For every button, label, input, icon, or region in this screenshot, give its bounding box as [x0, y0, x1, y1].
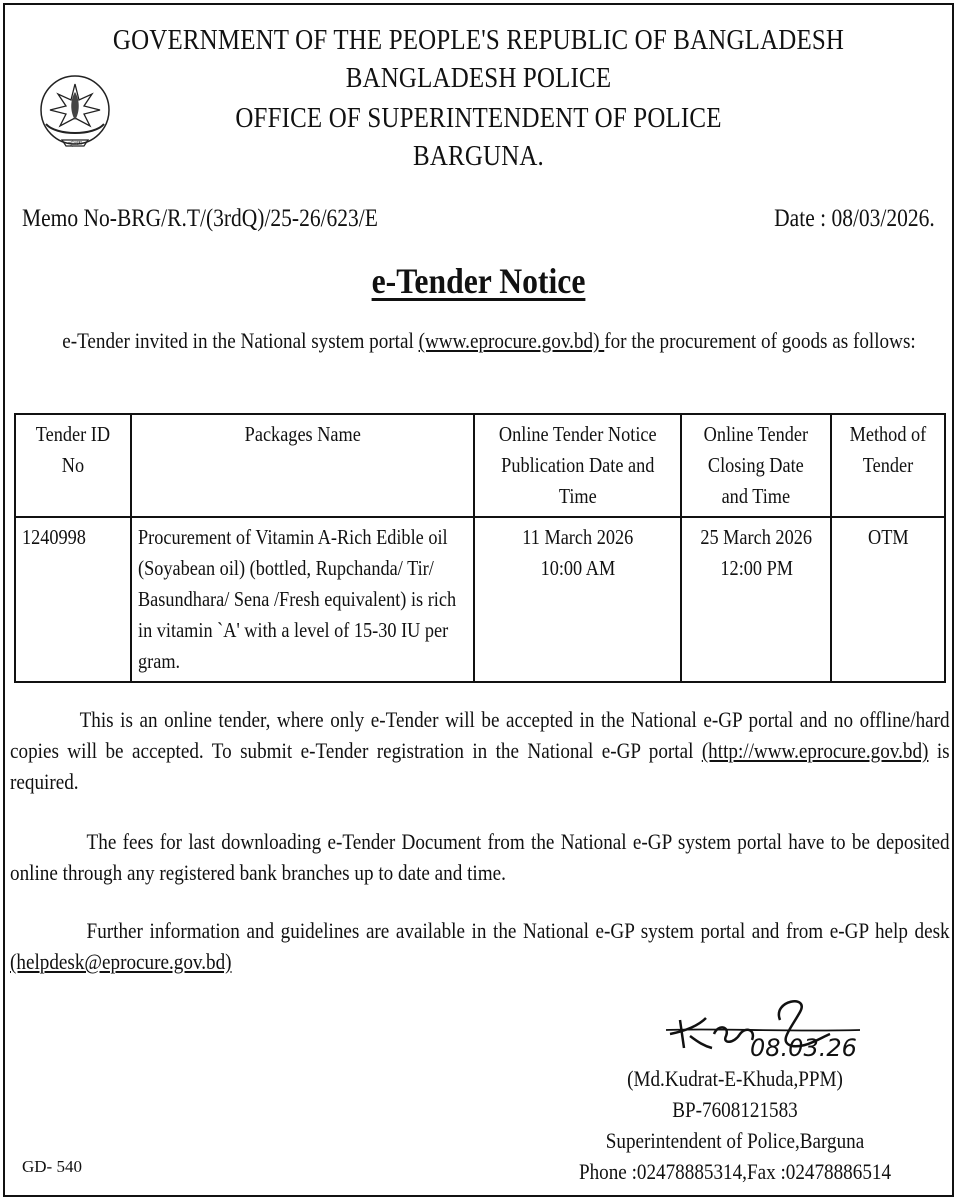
header-method: Method of Tender — [831, 414, 945, 517]
cell-method: OTM — [831, 517, 945, 682]
page-title: e-Tender Notice — [371, 261, 586, 301]
intro-paragraph — [10, 326, 950, 356]
signatory-contact: Phone :02478885314,Fax :02478886514 — [578, 1159, 892, 1184]
signatory-designation: Superintendent of Police,Barguna — [605, 1128, 865, 1153]
header-package: Packages Name — [131, 414, 474, 517]
signature-block — [520, 1063, 950, 1187]
header-closing: Online Tender Closing Date and Time — [681, 414, 831, 517]
header-district: BARGUNA. — [413, 140, 544, 172]
memo-number: Memo No-BRG/R.T/(3rdQ)/25-26/623/E — [22, 205, 378, 232]
eprocure-link[interactable]: (www.eprocure.gov.bd) — [418, 328, 605, 353]
intro-text-end: for the procurement of goods as follows: — [604, 328, 916, 353]
table-row — [15, 517, 945, 682]
paragraph-helpdesk: Further information and guidelines are available in the National e-GP system portal and from e-GP help desk (helpdesk@eprocure.gov.bd) — [10, 918, 950, 974]
header-tender-id: Tender ID No — [15, 414, 131, 517]
helpdesk-email-link[interactable]: (helpdesk@eprocure.gov.bd) — [10, 949, 232, 974]
signatory-name: (Md.Kudrat-E-Khuda,PPM) — [627, 1066, 843, 1091]
paragraph-fees: The fees for last downloading e-Tender Document from the National e-GP system portal have to be deposited online through any registered bank branches up to date and time. — [10, 829, 950, 885]
table-header-row — [15, 414, 945, 517]
cell-tender-id: 1240998 — [15, 517, 131, 682]
handwritten-date: 08.03.26 — [750, 1034, 857, 1062]
paragraph-online-tender: This is an online tender, where only e-Tender will be accepted in the National e-GP portal and no offline/hard copies will be accepted. To submit e-Tender registration in the National e-GP portal (http://www.eprocure.gov.bd) is required. — [10, 707, 950, 794]
intro-text: e-Tender invited in the National system portal — [62, 328, 419, 353]
header-government: GOVERNMENT OF THE PEOPLE'S REPUBLIC OF BANGLADESH — [112, 24, 845, 56]
cell-package: Procurement of Vitamin A-Rich Edible oil (Soyabean oil) (bottled, Rupchanda/ Tir/ Basundhara/ Sena /Fresh equivalent) is rich in vitamin `A' with a level of 15-30 IU per gram. — [131, 517, 474, 682]
signatory-bp: BP-7608121583 — [672, 1097, 798, 1122]
header-publication: Online Tender Notice Publication Date and Time — [474, 414, 682, 517]
footer-code: GD- 540 — [22, 1157, 82, 1176]
cell-publication: 11 March 2026 10:00 AM — [474, 517, 682, 682]
svg-text:পুলিশ: পুলিশ — [68, 140, 82, 147]
memo-date: Date : 08/03/2026. — [774, 205, 935, 232]
header-office: OFFICE OF SUPERINTENDENT OF POLICE — [235, 102, 722, 134]
tender-table — [14, 413, 946, 683]
header-police: BANGLADESH POLICE — [345, 62, 612, 94]
cell-closing: 25 March 2026 12:00 PM — [681, 517, 831, 682]
eprocure-http-link[interactable]: (http://www.eprocure.gov.bd) — [701, 738, 929, 763]
